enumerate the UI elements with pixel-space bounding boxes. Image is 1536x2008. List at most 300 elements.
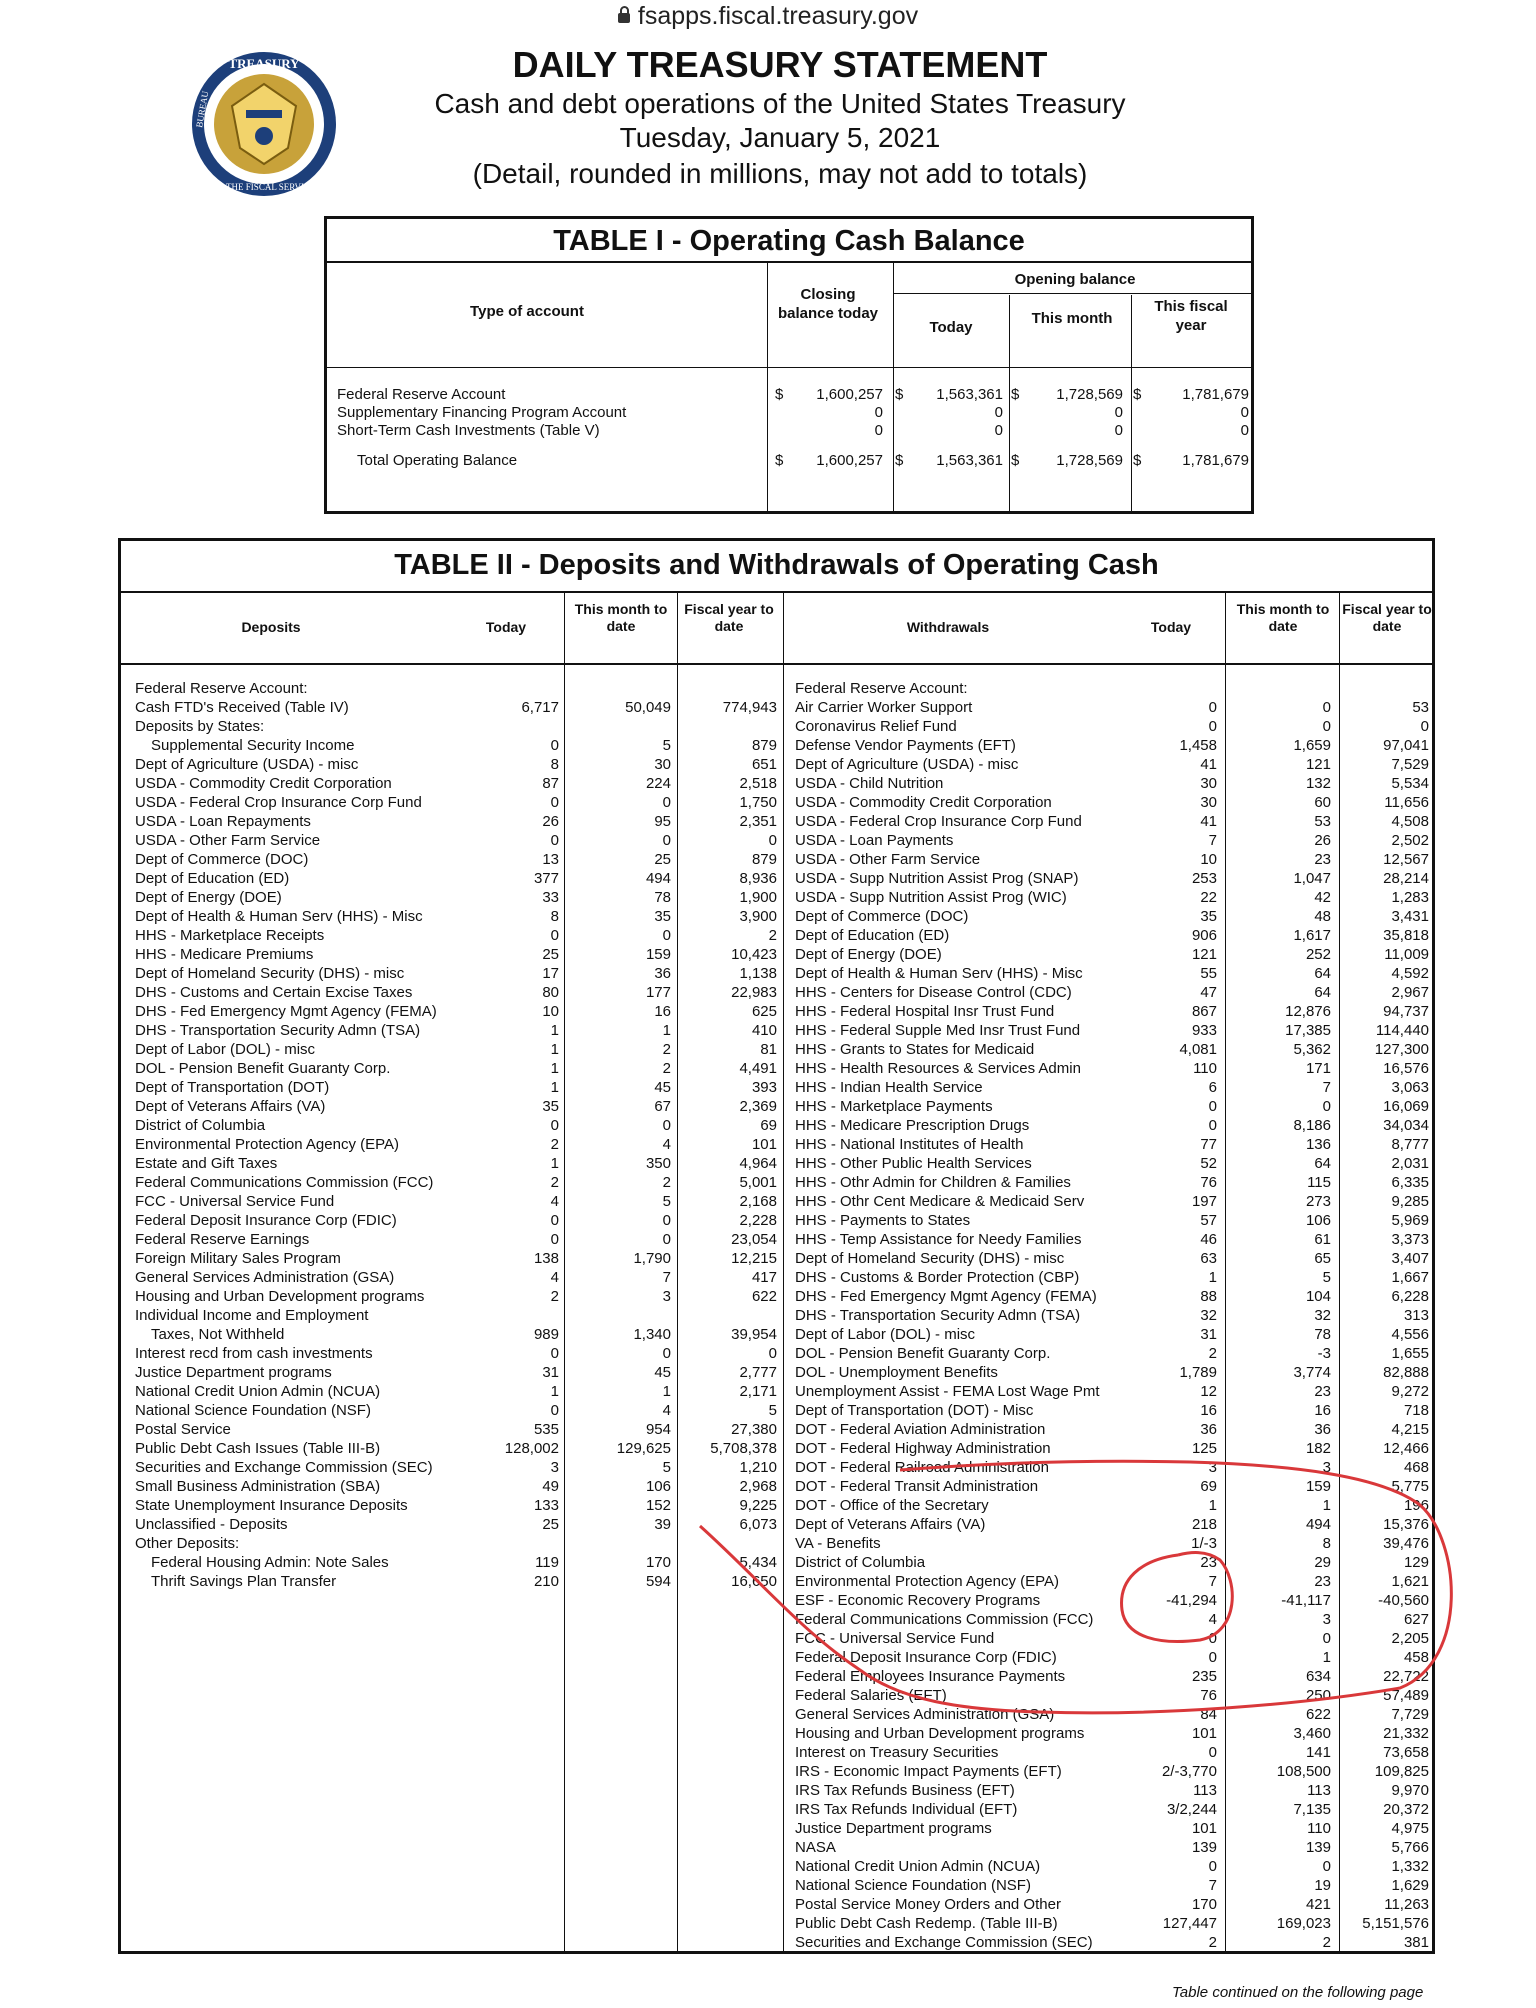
withdrawal-today: 30 [1200,794,1217,811]
withdrawal-fiscal: 16,069 [1383,1098,1429,1115]
account-label: Federal Reserve Account [337,386,506,403]
withdrawal-month: 65 [1314,1250,1331,1267]
withdrawal-today: 235 [1191,1668,1217,1685]
deposit-label: Other Deposits: [135,1535,240,1552]
withdrawal-month: 61 [1314,1231,1331,1248]
deposit-fiscal: 2,777 [739,1364,777,1381]
withdrawal-fiscal: 114,440 [1375,1022,1429,1039]
deposit-row [121,679,781,698]
opening-month: 0 [1114,404,1123,421]
deposit-today: 35 [542,1098,559,1115]
withdrawals-fiscal-header: Fiscal year to date [1342,601,1432,634]
deposit-today: 210 [533,1573,559,1590]
withdrawal-today: 77 [1200,1136,1217,1153]
withdrawal-today: 12 [1200,1383,1217,1400]
withdrawal-fiscal: 7,529 [1391,756,1429,773]
withdrawal-label: Federal Salaries (EFT) [795,1687,947,1704]
withdrawal-label: HHS - Temp Assistance for Needy Families [795,1231,1082,1248]
withdrawal-today: 55 [1200,965,1217,982]
deposit-row [121,888,781,907]
deposit-fiscal: 417 [751,1269,777,1286]
withdrawal-today: 1 [1208,1269,1217,1286]
withdrawal-row [783,1059,1435,1078]
deposit-today: 1 [550,1022,559,1039]
deposit-today: 33 [542,889,559,906]
withdrawal-month: 113 [1307,1782,1331,1799]
deposit-today: 13 [542,851,559,868]
withdrawal-label: DHS - Fed Emergency Mgmt Agency (FEMA) [795,1288,1097,1305]
withdrawal-month: 182 [1305,1440,1331,1457]
withdrawal-today: 32 [1200,1307,1217,1324]
withdrawal-label: Dept of Education (ED) [795,927,950,944]
deposit-fiscal: 2,228 [739,1212,777,1229]
withdrawal-row [783,793,1435,812]
deposit-today: 0 [550,1345,559,1362]
deposit-fiscal: 393 [751,1079,777,1096]
deposit-month: 2 [662,1041,671,1058]
deposit-row [121,1040,781,1059]
deposit-month: 39 [654,1516,671,1533]
withdrawal-row [783,926,1435,945]
withdrawal-fiscal: 109,825 [1374,1763,1429,1780]
withdrawal-row [783,1211,1435,1230]
withdrawal-today: 867 [1191,1003,1217,1020]
withdrawal-today: 0 [1208,1098,1217,1115]
opening-today: 0 [994,422,1003,439]
deposit-month: 95 [654,813,671,830]
withdrawal-label: VA - Benefits [795,1535,881,1552]
dollar-sign: $ [895,452,904,469]
deposit-month: 4 [662,1136,671,1153]
deposit-label: USDA - Loan Repayments [135,813,311,830]
withdrawal-month: 634 [1305,1668,1331,1685]
withdrawal-month: 64 [1314,984,1331,1001]
withdrawal-label: National Science Foundation (NSF) [795,1877,1031,1894]
closing-balance-header: Closing balance today [777,286,879,322]
deposit-fiscal: 16,650 [731,1573,777,1590]
deposit-month: 5 [662,1459,671,1476]
withdrawal-fiscal: 458 [1403,1649,1429,1666]
table1-row [327,385,1257,404]
deposit-fiscal: 101 [751,1136,777,1153]
deposit-today: 119 [535,1554,559,1571]
deposit-label: USDA - Commodity Credit Corporation [135,775,392,792]
total-month: 1,728,569 [1056,452,1123,469]
deposit-month: 106 [645,1478,671,1495]
withdrawal-fiscal: 718 [1403,1402,1429,1419]
withdrawal-month: 3 [1322,1611,1331,1628]
deposit-label: Federal Deposit Insurance Corp (FDIC) [135,1212,397,1229]
withdrawal-label: DHS - Customs & Border Protection (CBP) [795,1269,1080,1286]
withdrawal-label: HHS - Health Resources & Services Admin [795,1060,1081,1077]
total-fiscal: 1,781,679 [1182,452,1249,469]
deposit-month: 0 [662,1212,671,1229]
address-bar[interactable] [0,0,1536,36]
deposit-fiscal: 879 [751,851,777,868]
withdrawal-today: 63 [1200,1250,1217,1267]
withdrawal-label: DOT - Federal Railroad Administration [795,1459,1049,1476]
deposit-fiscal: 69 [760,1117,777,1134]
table1-header-line [327,367,1251,368]
withdrawal-today: 2 [1208,1934,1217,1951]
deposit-label: Federal Reserve Account: [135,680,308,697]
withdrawal-today: 4 [1208,1611,1217,1628]
withdrawal-month: 110 [1307,1820,1331,1837]
withdrawal-month: -3 [1317,1345,1331,1362]
deposit-label: Federal Reserve Earnings [135,1231,310,1248]
withdrawal-fiscal: 22,722 [1383,1668,1429,1685]
withdrawal-fiscal: 39,476 [1383,1535,1429,1552]
withdrawal-fiscal: 2,967 [1391,984,1429,1001]
deposit-row [121,1230,781,1249]
account-label: Short-Term Cash Investments (Table V) [337,422,600,439]
withdrawal-month: 2 [1322,1934,1331,1951]
deposit-row [121,964,781,983]
deposit-row [121,1344,781,1363]
deposit-fiscal: 2 [768,927,777,944]
deposit-fiscal: 2,518 [739,775,777,792]
deposit-today: 128,002 [504,1440,559,1457]
opening-fiscal-header: This fiscal year [1154,298,1228,334]
withdrawal-today: 127,447 [1162,1915,1217,1932]
withdrawal-row [783,1933,1435,1952]
withdrawal-today: 57 [1200,1212,1217,1229]
withdrawal-label: General Services Administration (GSA) [795,1706,1055,1723]
withdrawal-label: HHS - Othr Admin for Children & Families [795,1174,1071,1191]
closing-balance: 0 [874,422,883,439]
deposit-fiscal: 2,968 [739,1478,777,1495]
withdrawal-row [783,945,1435,964]
withdrawal-today: 30 [1200,775,1217,792]
withdrawal-fiscal: 1,332 [1391,1858,1429,1875]
deposit-row [121,945,781,964]
withdrawal-fiscal: 15,376 [1383,1516,1429,1533]
withdrawal-fiscal: 28,214 [1383,870,1429,887]
deposit-row [121,1363,781,1382]
withdrawal-row [783,964,1435,983]
withdrawal-today: 3 [1208,1459,1217,1476]
deposit-row [121,793,781,812]
withdrawal-label: USDA - Federal Crop Insurance Corp Fund [795,813,1082,830]
deposit-month: 67 [654,1098,671,1115]
deposit-label: USDA - Other Farm Service [135,832,321,849]
deposit-fiscal: 12,215 [731,1250,777,1267]
withdrawal-month: 23 [1314,851,1331,868]
withdrawal-month: 171 [1305,1060,1331,1077]
deposit-fiscal: 22,983 [731,984,777,1001]
withdrawal-today: 0 [1208,1744,1217,1761]
deposit-today: 0 [550,832,559,849]
deposit-today: 377 [533,870,559,887]
deposit-fiscal: 4,491 [739,1060,777,1077]
withdrawal-row [783,1173,1435,1192]
deposit-month: 0 [662,1117,671,1134]
withdrawal-label: DOT - Federal Highway Administration [795,1440,1051,1457]
deposit-row [121,1192,781,1211]
deposit-label: HHS - Marketplace Receipts [135,927,325,944]
withdrawal-fiscal: 35,818 [1383,927,1429,944]
deposit-label: Thrift Savings Plan Transfer [151,1573,337,1590]
withdrawal-month: 121 [1305,756,1331,773]
deposit-today: 138 [533,1250,559,1267]
withdrawal-label: DOT - Federal Aviation Administration [795,1421,1046,1438]
deposit-month: 5 [662,737,671,754]
withdrawal-label: Federal Communications Commission (FCC) [795,1611,1094,1628]
continued-note: Table continued on the following page [1172,1984,1424,2001]
deposit-fiscal: 6,073 [739,1516,777,1533]
deposit-month: 494 [645,870,671,887]
deposit-row [121,1572,781,1591]
withdrawal-month: 0 [1322,718,1331,735]
withdrawal-label: Dept of Labor (DOL) - misc [795,1326,976,1343]
withdrawal-today: 16 [1200,1402,1217,1419]
withdrawals-today-header: Today [1150,619,1192,635]
withdrawal-month: 104 [1305,1288,1331,1305]
withdrawal-row [783,869,1435,888]
withdrawal-row [783,812,1435,831]
deposit-label: National Credit Union Admin (NCUA) [135,1383,381,1400]
withdrawal-row [783,1002,1435,1021]
deposit-row [121,907,781,926]
withdrawal-month: 1,659 [1293,737,1331,754]
lock-icon [618,13,630,23]
deposits-fiscal-header: Fiscal year to date [684,601,774,634]
deposit-row [121,1534,781,1553]
withdrawal-row [783,1021,1435,1040]
deposit-label: Deposits by States: [135,718,265,735]
withdrawal-month: 17,385 [1285,1022,1331,1039]
deposit-row [121,1325,781,1344]
withdrawal-month: 0 [1322,1630,1331,1647]
deposit-label: Foreign Military Sales Program [135,1250,341,1267]
withdrawal-month: 7 [1322,1079,1331,1096]
withdrawal-month: 141 [1305,1744,1331,1761]
deposit-month: 954 [645,1421,671,1438]
deposit-row [121,812,781,831]
withdrawal-fiscal: 5,969 [1391,1212,1429,1229]
deposit-label: Estate and Gift Taxes [135,1155,278,1172]
deposit-label: DHS - Transportation Security Admn (TSA) [135,1022,421,1039]
withdrawal-fiscal: 2,502 [1391,832,1429,849]
deposit-row [121,1439,781,1458]
withdrawal-month: 494 [1305,1516,1331,1533]
withdrawal-label: Securities and Exchange Commission (SEC) [795,1934,1093,1951]
deposit-label: Individual Income and Employment [135,1307,369,1324]
withdrawal-month: 8 [1322,1535,1331,1552]
withdrawal-fiscal: 5,775 [1391,1478,1429,1495]
deposit-label: Public Debt Cash Issues (Table III-B) [135,1440,381,1457]
withdrawal-month: 106 [1305,1212,1331,1229]
withdrawal-month: 1 [1322,1497,1331,1514]
withdrawal-today: 2 [1208,1345,1217,1362]
deposit-row [121,1211,781,1230]
withdrawal-today: 253 [1191,870,1217,887]
deposit-today: 25 [542,1516,559,1533]
withdrawal-row [783,1401,1435,1420]
deposit-month: 0 [662,794,671,811]
deposit-label: FCC - Universal Service Fund [135,1193,335,1210]
withdrawal-month: 115 [1307,1174,1331,1191]
withdrawal-row [783,1762,1435,1781]
withdrawal-month: 3,460 [1293,1725,1331,1742]
withdrawal-month: 5,362 [1293,1041,1331,1058]
withdrawal-today: 1,458 [1179,737,1217,754]
withdrawal-label: USDA - Loan Payments [795,832,954,849]
deposit-today: 0 [550,1212,559,1229]
deposit-fiscal: 651 [751,756,777,773]
withdrawal-label: HHS - Federal Supple Med Insr Trust Fund [795,1022,1081,1039]
deposit-fiscal: 0 [768,1345,777,1362]
withdrawal-label: Dept of Agriculture (USDA) - misc [795,756,1019,773]
deposit-today: 0 [550,1117,559,1134]
deposit-month: 152 [645,1497,671,1514]
deposit-label: Dept of Homeland Security (DHS) - misc [135,965,405,982]
deposit-fiscal: 4,964 [739,1155,777,1172]
deposit-month: 5 [662,1193,671,1210]
withdrawal-row [783,1135,1435,1154]
account-label: Supplementary Financing Program Account [337,404,627,421]
withdrawal-today: 6 [1208,1079,1217,1096]
deposit-label: Dept of Education (ED) [135,870,290,887]
page-subtitle: Cash and debt operations of the United States Treasury [434,88,1126,119]
deposit-row [121,831,781,850]
withdrawal-row [783,831,1435,850]
withdrawal-row [783,736,1435,755]
dollar-sign: $ [1011,386,1020,403]
deposit-fiscal: 8,936 [739,870,777,887]
deposit-month: 36 [654,965,671,982]
withdrawal-label: Dept of Homeland Security (DHS) - misc [795,1250,1065,1267]
deposit-row [121,1458,781,1477]
withdrawal-row [783,1382,1435,1401]
deposit-label: Federal Communications Commission (FCC) [135,1174,434,1191]
deposit-label: Supplemental Security Income [151,737,355,754]
withdrawal-label: Public Debt Cash Redemp. (Table III-B) [795,1915,1058,1932]
withdrawal-fiscal: 1,283 [1391,889,1429,906]
dollar-sign: $ [895,386,904,403]
deposit-today: 17 [542,965,559,982]
deposit-month: 224 [645,775,671,792]
withdrawal-fiscal: 3,407 [1391,1250,1429,1267]
withdrawal-today: 218 [1191,1516,1217,1533]
deposit-today: 2 [550,1288,559,1305]
withdrawal-row [783,1857,1435,1876]
withdrawal-row [783,1686,1435,1705]
deposit-row [121,983,781,1002]
withdrawal-fiscal: 4,508 [1391,813,1429,830]
total-label: Total Operating Balance [357,452,518,469]
withdrawal-fiscal: 12,466 [1383,1440,1429,1457]
withdrawal-label: Unemployment Assist - FEMA Lost Wage Pmt [795,1383,1100,1400]
withdrawal-month: 36 [1314,1421,1331,1438]
withdrawal-row [783,1743,1435,1762]
withdrawal-label: DOL - Pension Benefit Guaranty Corp. [795,1345,1051,1362]
deposit-today: 6,717 [521,699,559,716]
withdrawal-month: 622 [1305,1706,1331,1723]
withdrawal-month: 60 [1314,794,1331,811]
withdrawal-today: -41,294 [1166,1592,1217,1609]
withdrawal-row [783,1192,1435,1211]
deposit-row [121,1097,781,1116]
withdrawal-label: Dept of Veterans Affairs (VA) [795,1516,986,1533]
withdrawal-label: DOT - Office of the Secretary [795,1497,989,1514]
withdrawal-month: 32 [1314,1307,1331,1324]
operating-cash-balance-table [324,216,1254,514]
withdrawal-fiscal: 313 [1403,1307,1429,1324]
withdrawal-month: 1 [1322,1649,1331,1666]
withdrawal-row [783,1876,1435,1895]
withdrawal-fiscal: 5,151,576 [1362,1915,1429,1932]
withdrawal-row [783,1553,1435,1572]
withdrawal-row [783,1629,1435,1648]
withdrawal-label: Dept of Health & Human Serv (HHS) - Misc [795,965,1083,982]
withdrawal-month: -41,117 [1281,1592,1331,1609]
deposits-month-header: This month to date [574,601,668,634]
deposit-label: USDA - Federal Crop Insurance Corp Fund [135,794,422,811]
withdrawal-row [783,1591,1435,1610]
withdrawal-label: DOL - Unemployment Benefits [795,1364,998,1381]
opening-fiscal: 0 [1240,422,1249,439]
withdrawal-today: 101 [1191,1820,1217,1837]
deposit-label: Taxes, Not Withheld [151,1326,285,1343]
deposit-fiscal: 27,380 [731,1421,777,1438]
withdrawal-fiscal: 3,431 [1391,908,1429,925]
withdrawal-month: 3,774 [1293,1364,1331,1381]
withdrawal-today: 4,081 [1179,1041,1217,1058]
table1-row [327,403,1257,422]
withdrawal-today: 110 [1193,1060,1217,1077]
deposit-label: Dept of Labor (DOL) - misc [135,1041,316,1058]
deposit-row [121,1496,781,1515]
deposit-month: 35 [654,908,671,925]
opening-fiscal: 1,781,679 [1182,386,1249,403]
withdrawal-today: 1,789 [1179,1364,1217,1381]
withdrawal-label: Dept of Commerce (DOC) [795,908,969,925]
deposit-today: 0 [550,1231,559,1248]
withdrawal-fiscal: 1,629 [1391,1877,1429,1894]
deposit-fiscal: 0 [768,832,777,849]
withdrawal-label: HHS - Medicare Prescription Drugs [795,1117,1030,1134]
withdrawal-month: 252 [1305,946,1331,963]
withdrawal-fiscal: 2,031 [1391,1155,1429,1172]
treasury-seal-logo [188,48,340,200]
deposits-today-header: Today [485,619,527,635]
withdrawal-row [783,1097,1435,1116]
deposit-fiscal: 1,900 [739,889,777,906]
withdrawal-row [783,1040,1435,1059]
withdrawal-month: 12,876 [1285,1003,1331,1020]
withdrawal-today: 0 [1208,1649,1217,1666]
withdrawal-today: 101 [1191,1725,1217,1742]
withdrawal-fiscal: 4,215 [1391,1421,1429,1438]
deposit-month: 16 [654,1003,671,1020]
deposit-month: 350 [645,1155,671,1172]
withdrawal-month: 3 [1322,1459,1331,1476]
withdrawals-month-header: This month to date [1236,601,1330,634]
svg-text:OF THE FISCAL SERVICE: OF THE FISCAL SERVICE [212,182,316,192]
withdrawal-row [783,1306,1435,1325]
withdrawal-month: 139 [1305,1839,1331,1856]
deposit-today: 80 [542,984,559,1001]
withdrawal-row [783,1914,1435,1933]
statement-date: Tuesday, January 5, 2021 [619,122,941,153]
withdrawal-month: 16 [1314,1402,1331,1419]
withdrawal-today: 0 [1208,1117,1217,1134]
deposit-today: 133 [533,1497,559,1514]
withdrawal-fiscal: 12,567 [1383,851,1429,868]
deposit-fiscal: 2,168 [739,1193,777,1210]
deposit-today: 87 [542,775,559,792]
